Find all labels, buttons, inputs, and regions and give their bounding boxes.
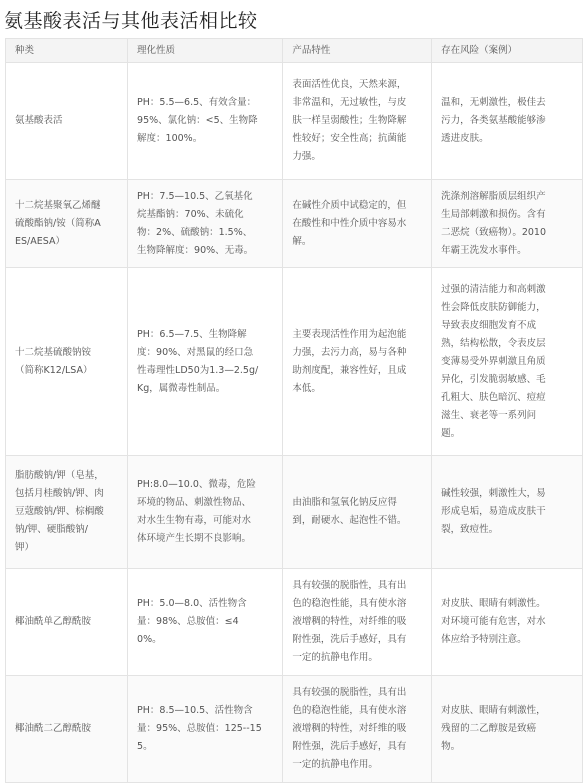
header-properties: 理化性质 — [128, 39, 283, 63]
cell-type: 椰油酰单乙醇酰胺 — [6, 569, 128, 676]
table-row — [6, 180, 583, 268]
cell-type: 脂肪酸钠/钾（皂基， 包括月桂酸钠/钾、肉 豆蔻酸钠/钾、棕榈酸 钠/钾、硬脂酸钠/ 钾） — [6, 456, 128, 569]
cell-risk: 对皮肤、眼睛有刺激性。 对环境可能有危害，对水 体应给予特别注意。 — [432, 569, 583, 676]
cell-features: 表面活性优良，天然来源， 非常温和，无过敏性，与皮 肤一样呈弱酸性；生物降解 性较好；安全性高；抗菌能 力强。 — [283, 63, 432, 180]
cell-risk: 碱性较强，刺激性大，易 形成皂垢，易造成皮肤干 裂，致痘性。 — [432, 456, 583, 569]
cell-features: 具有较强的脱脂性，具有出 色的稳泡性能，具有使水溶 液增稠的特性，对纤维的吸 附性强，洗后手感好，具有 一定的抗静电作用。 — [283, 569, 432, 676]
cell-type: 椰油酰二乙醇酰胺 — [6, 676, 128, 783]
cell-risk: 对皮肤、眼睛有刺激性， 残留的二乙醇胺是致癌 物。 — [432, 676, 583, 783]
cell-type: 氨基酸表活 — [6, 63, 128, 180]
cell-properties: PH：5.0—8.0、活性物含 量：98%、总胺值：≤4 0%。 — [128, 569, 283, 676]
comparison-table — [5, 38, 583, 783]
cell-properties: PH：7.5—10.5、乙氧基化 烷基酯钠：70%、未硫化 物：2%、硫酸钠：1.5%、 生物降解度：90%、无毒。 — [128, 180, 283, 268]
cell-properties: PH:8.0—10.0、微毒，危险 环境的物品、刺激性物品、 对水生生物有毒，可能对水 体环境产生长期不良影响。 — [128, 456, 283, 569]
cell-properties: PH：5.5—6.5、有效含量： 95%、氯化钠：<5、生物降 解度：100%。 — [128, 63, 283, 180]
page-title: 氨基酸表活与其他表活相比较 — [4, 10, 258, 32]
table-row — [6, 456, 583, 569]
cell-risk: 温和，无刺激性，极佳去 污力，各类氨基酸能够渗 透进皮肤。 — [432, 63, 583, 180]
header-type: 种类 — [6, 39, 128, 63]
cell-features: 主要表现活性作用为起泡能 力强，去污力高，易与各种 助剂度配，兼容性好，且成 本低。 — [283, 268, 432, 456]
cell-features: 在碱性介质中试稳定的，但 在酸性和中性介质中容易水 解。 — [283, 180, 432, 268]
table-row — [6, 268, 583, 456]
cell-properties: PH：6.5—7.5、生物降解 度：90%、对黑鼠的经口急 性毒理性LD50为1.3—2.5g/ Kg，属微毒性制品。 — [128, 268, 283, 456]
table-row — [6, 63, 583, 180]
cell-risk: 过强的清洁能力和高刺激 性会降低皮肤防御能力， 导致表皮细胞发育不成 熟，结构松散，令表皮层 变薄易受外界刺激且角质 异化，引发脆弱敏感、毛 孔粗大、肤色暗沉、痘痘 滋生、衰老等一系列问 题。 — [432, 268, 583, 456]
table-header-row — [6, 39, 583, 63]
table-row — [6, 569, 583, 676]
cell-type: 十二烷基聚氧乙烯醚 硫酸酯钠/铵（简称A ES/AESA） — [6, 180, 128, 268]
cell-features: 由油脂和氢氧化钠反应得 到，耐硬水、起泡性不错。 — [283, 456, 432, 569]
table-row — [6, 676, 583, 783]
comparison-table-wrapper — [5, 38, 583, 783]
cell-risk: 洗涤剂溶解脂质层组织产 生局部刺激和损伤。含有 二恶烷（致癌物）。2010 年霸王洗发水事件。 — [432, 180, 583, 268]
header-risk: 存在风险（案例） — [432, 39, 583, 63]
cell-properties: PH：8.5—10.5、活性物含 量：95%、总胺值：125--15 5。 — [128, 676, 283, 783]
header-features: 产品特性 — [283, 39, 432, 63]
cell-features: 具有较强的脱脂性，具有出 色的稳泡性能，具有使水溶 液增稠的特性，对纤维的吸 附性强，洗后手感好，具有 一定的抗静电作用。 — [283, 676, 432, 783]
cell-type: 十二烷基硫酸钠铵 （简称K12/LSA） — [6, 268, 128, 456]
